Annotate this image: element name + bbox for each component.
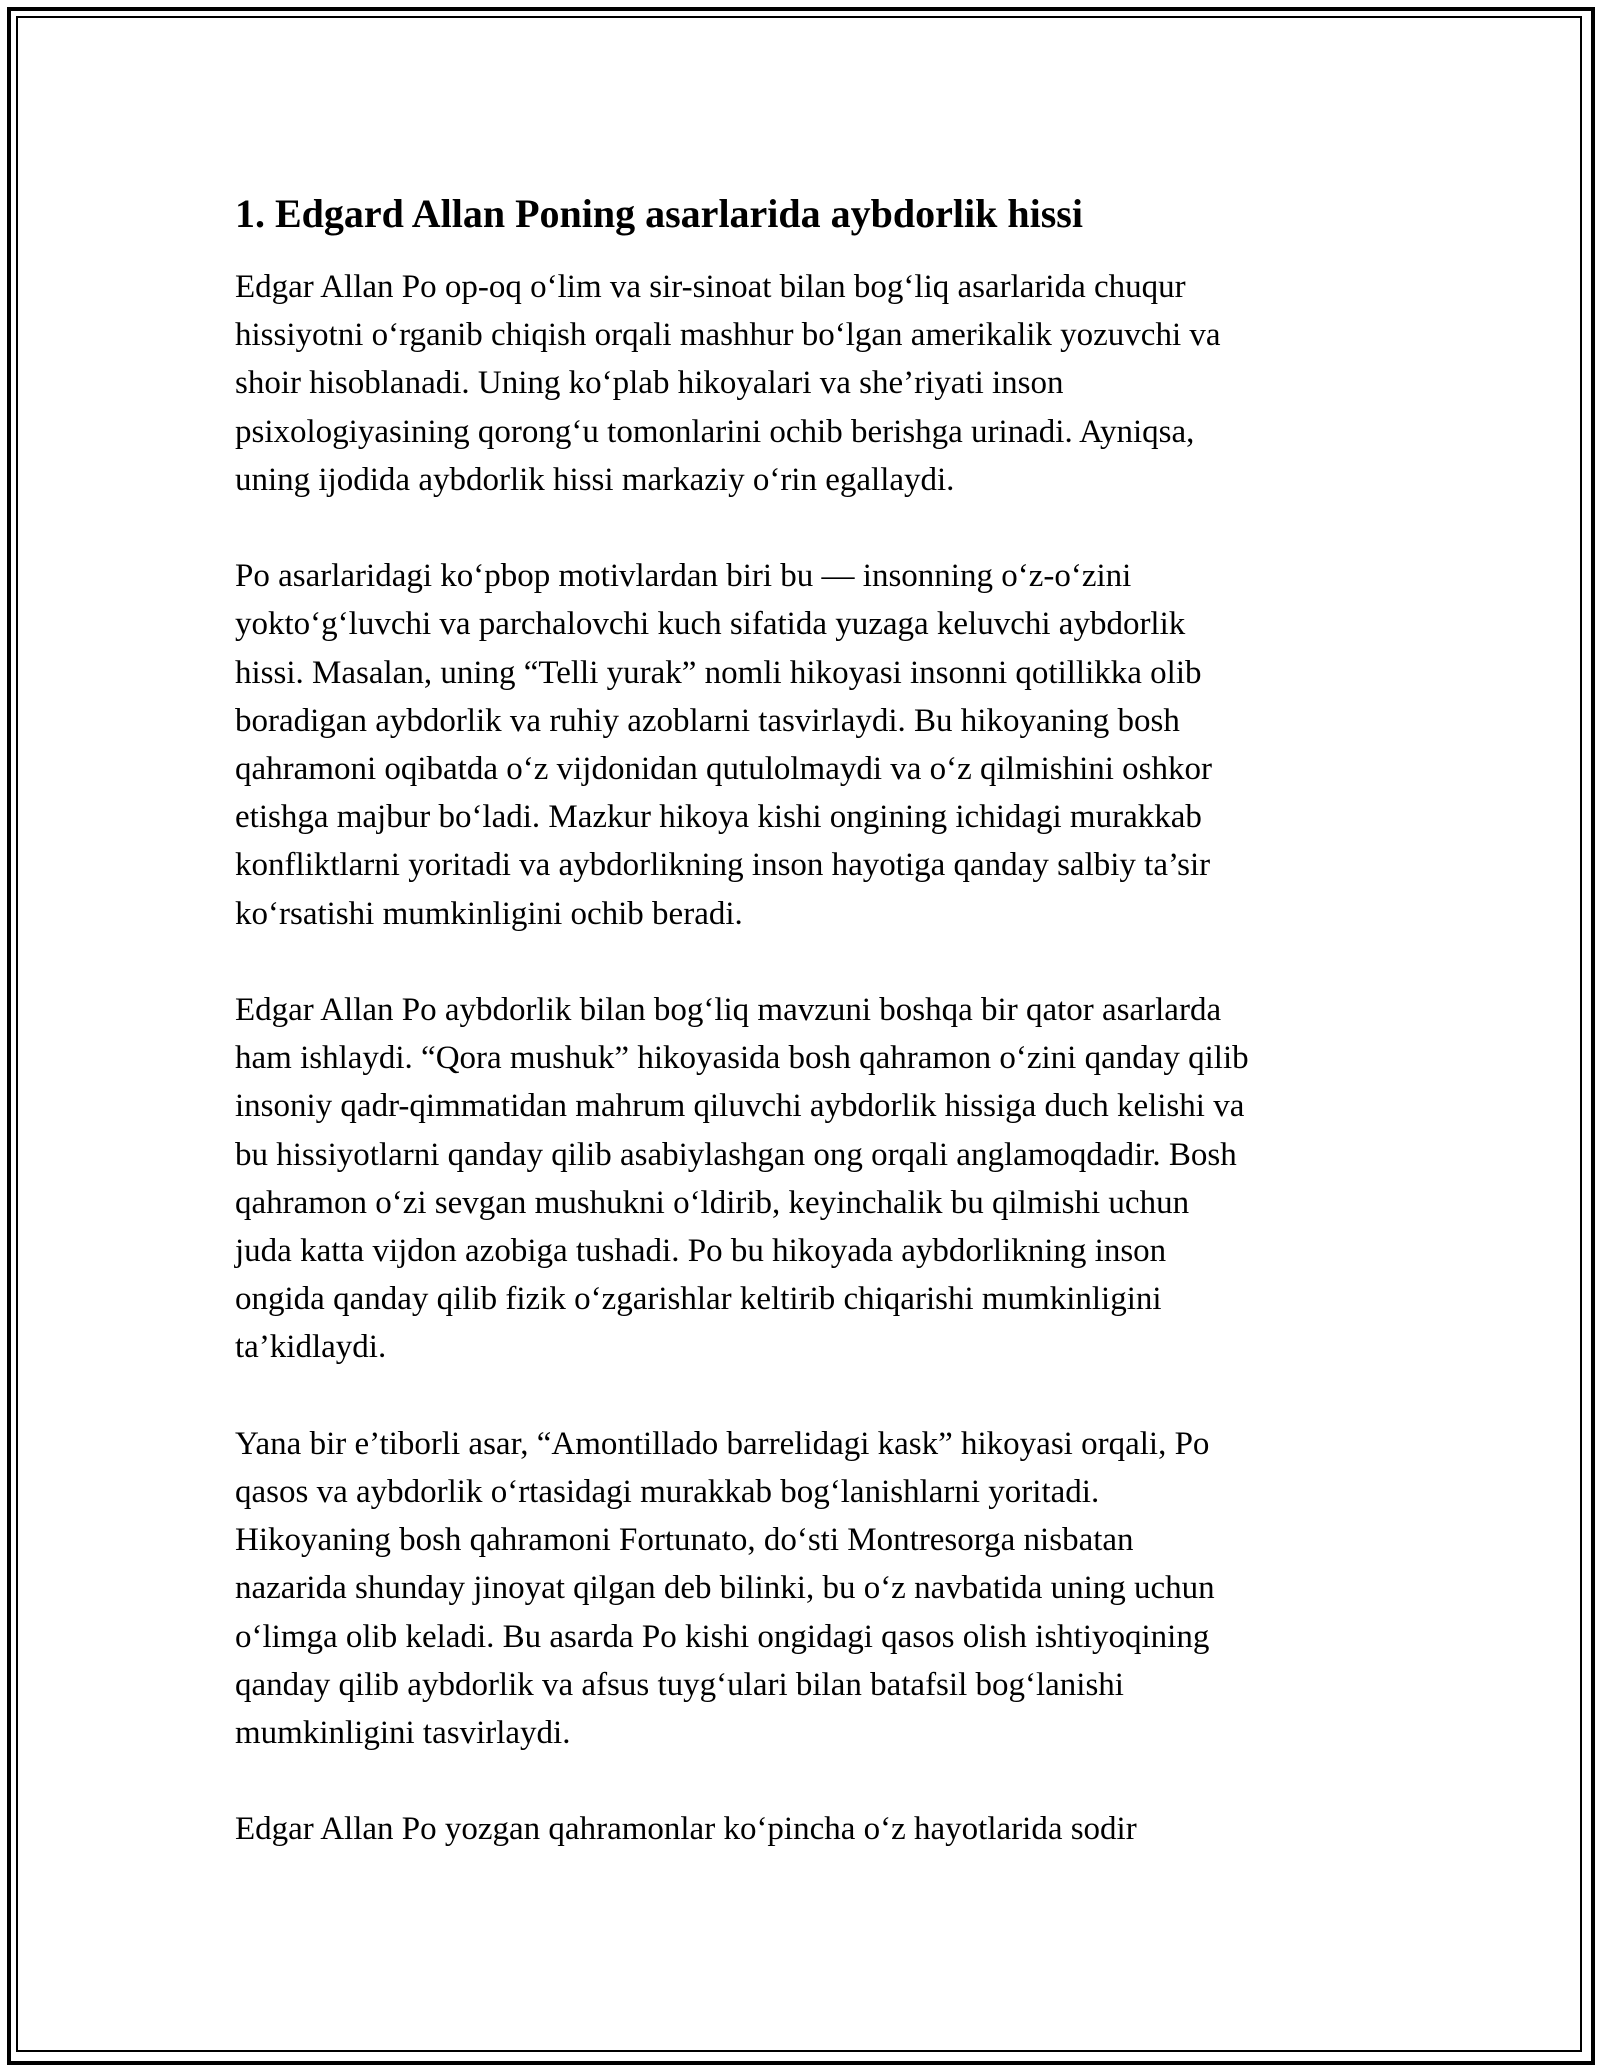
paragraph-3 (235, 986, 1385, 1372)
paragraph-5 (235, 1805, 1385, 1853)
text-line: boradigan aybdorlik va ruhiy azoblarni tasvirlaydi. Bu hikoyaning bosh (235, 702, 1180, 739)
text-line: qahramoni oqibatda o‘z vijdonidan qutulolmaydi va o‘z qilmishini oshkor (235, 751, 1212, 788)
text-line: o‘limga olib keladi. Bu asarda Po kishi ongidagi qasos olish ishtiyoqining (235, 1618, 1210, 1655)
text-line: hissi. Masalan, uning “Telli yurak” nomli hikoyasi insonni qotillikka olib (235, 654, 1202, 691)
text-line: shoir hisoblanadi. Uning ko‘plab hikoyalari va she’riyati inson (235, 365, 1064, 402)
paragraph-1 (235, 263, 1385, 504)
section-heading: 1. Edgard Allan Poning asarlarida aybdorlik hissi (235, 191, 1083, 236)
text-line: qanday qilib aybdorlik va afsus tuyg‘ulari bilan batafsil bog‘lanishi (235, 1666, 1124, 1703)
text-line: ham ishlaydi. “Qora mushuk” hikoyasida bosh qahramon o‘zini qanday qilib (235, 1040, 1249, 1077)
text-line: qasos va aybdorlik o‘rtasidagi murakkab bog‘lanishlarni yoritadi. (235, 1474, 1100, 1511)
text-line: qahramon o‘zi sevgan mushukni o‘ldirib, keyinchalik bu qilmishi uchun (235, 1184, 1190, 1221)
text-line: uning ijodida aybdorlik hissi markaziy o‘rin egallaydi. (235, 461, 955, 498)
text-line: Edgar Allan Po aybdorlik bilan bog‘liq mavzuni boshqa bir qator asarlarda (235, 992, 1222, 1029)
text-line: Hikoyaning bosh qahramoni Fortunato, do‘sti Montresorga nisbatan (235, 1522, 1134, 1559)
paragraph-4 (235, 1420, 1385, 1757)
text-line: juda katta vijdon azobiga tushadi. Po bu hikoyada aybdorlikning inson (235, 1233, 1167, 1270)
text-line: nazarida shunday jinoyat qilgan deb bilinki, bu o‘z navbatida uning uchun (235, 1570, 1215, 1607)
text-line: konfliktlarni yoritadi va aybdorlikning inson hayotiga qanday salbiy ta’sir (235, 847, 1211, 884)
text-line: psixologiyasining qorong‘u tomonlarini ochib berishga urinadi. Ayniqsa, (235, 413, 1195, 450)
text-line: Edgar Allan Po yozgan qahramonlar ko‘pincha o‘z hayotlarida sodir (235, 1811, 1137, 1848)
text-line: bu hissiyotlarni qanday qilib asabiylashgan ong orqali anglamoqdadir. Bosh (235, 1136, 1237, 1173)
paragraph-2 (235, 552, 1385, 938)
text-line: Edgar Allan Po op-oq o‘lim va sir-sinoat bilan bog‘liq asarlarida chuqur (235, 269, 1186, 305)
text-line: ta’kidlaydi. (235, 1329, 387, 1366)
text-line: insoniy qadr-qimmatidan mahrum qiluvchi aybdorlik hissiga duch kelishi va (235, 1088, 1245, 1125)
text-line: etishga majbur bo‘ladi. Mazkur hikoya kishi ongining ichidagi murakkab (235, 799, 1202, 836)
text-line: Po asarlaridagi ko‘pbop motivlardan biri bu — insonning o‘z-o‘zini (235, 558, 1132, 595)
text-line: ko‘rsatishi mumkinligini ochib beradi. (235, 895, 743, 932)
text-line: ongida qanday qilib fizik o‘zgarishlar keltirib chiqarishi mumkinligini (235, 1281, 1162, 1318)
text-line: hissiyotni o‘rganib chiqish orqali mashhur bo‘lgan amerikalik yozuvchi va (235, 317, 1221, 354)
text-line: yokto‘g‘luvchi va parchalovchi kuch sifatida yuzaga keluvchi aybdorlik (235, 606, 1186, 643)
document-page (235, 185, 1385, 1902)
text-line: mumkinligini tasvirlaydi. (235, 1715, 571, 1752)
text-line: Yana bir e’tiborli asar, “Amontillado barrelidagi kask” hikoyasi orqali, Po (235, 1425, 1210, 1462)
